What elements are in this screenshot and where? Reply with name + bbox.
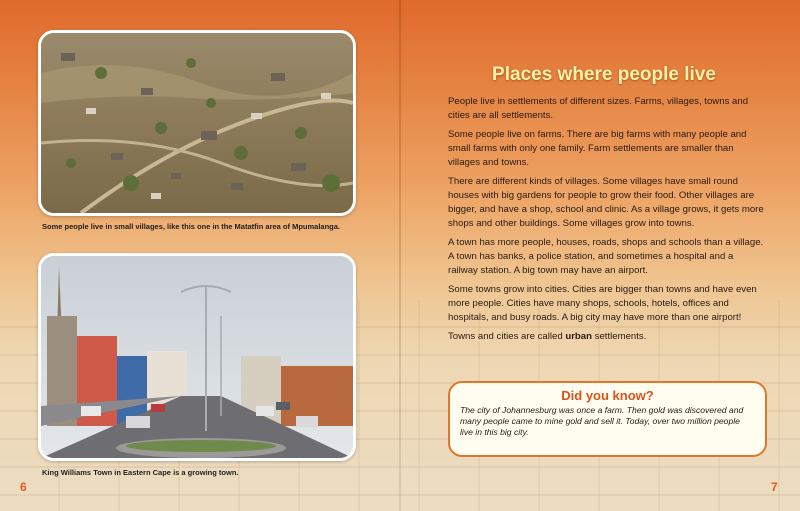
paragraph-urban: [448, 330, 764, 344]
page-number-right: 7: [771, 480, 778, 494]
paragraph: Some people live on farms. There are big farms with many people and small farms with only one family. Farm settlements are smaller than villages and towns.: [448, 129, 747, 168]
did-you-know-text: The city of Johannesburg was once a farm. Then gold was discovered and many people came to mine gold and sell it. Today, over two million people live in this big city.: [460, 405, 744, 437]
did-you-know-box: [448, 381, 767, 457]
urban-text-before: Towns and cities are called: [448, 331, 566, 342]
urban-text-after: settlements.: [591, 331, 647, 342]
village-photo: [38, 30, 356, 216]
paragraph: Some towns grow into cities. Cities are bigger than towns and have even more people. Cities have many shops, schools, hotels, offices and hospitals, and busy roads. A big city may have more than one airport!: [448, 284, 757, 323]
did-you-know-title: Did you know?: [561, 388, 654, 403]
page-number-left: 6: [20, 480, 27, 494]
page-heading: Places where people live: [492, 64, 716, 85]
page-spine: [399, 0, 401, 511]
body-text: [448, 95, 764, 349]
paragraph: People live in settlements of different sizes. Farms, villages, towns and cities are all settlements.: [448, 96, 749, 121]
town-photo-caption: King Williams Town in Eastern Cape is a growing town.: [42, 468, 239, 477]
paragraph: There are different kinds of villages. Some villages have small round houses with big gardens for people to grow their food. Other villages are bigger, and have a shop, school and clinic. As a village grows, it gets more shops and other buildings. Some villages grow into towns.: [448, 176, 764, 229]
town-street-photo: [38, 253, 356, 461]
urban-keyword: urban: [565, 331, 592, 342]
village-photo-caption: Some people live in small villages, like this one in the Matatfin area of Mpumalanga.: [42, 222, 340, 231]
paragraph: A town has more people, houses, roads, shops and schools than a village. A town has banks, a police station, and sometimes a hospital and a railway station. A big town may have an airport.: [448, 237, 764, 276]
